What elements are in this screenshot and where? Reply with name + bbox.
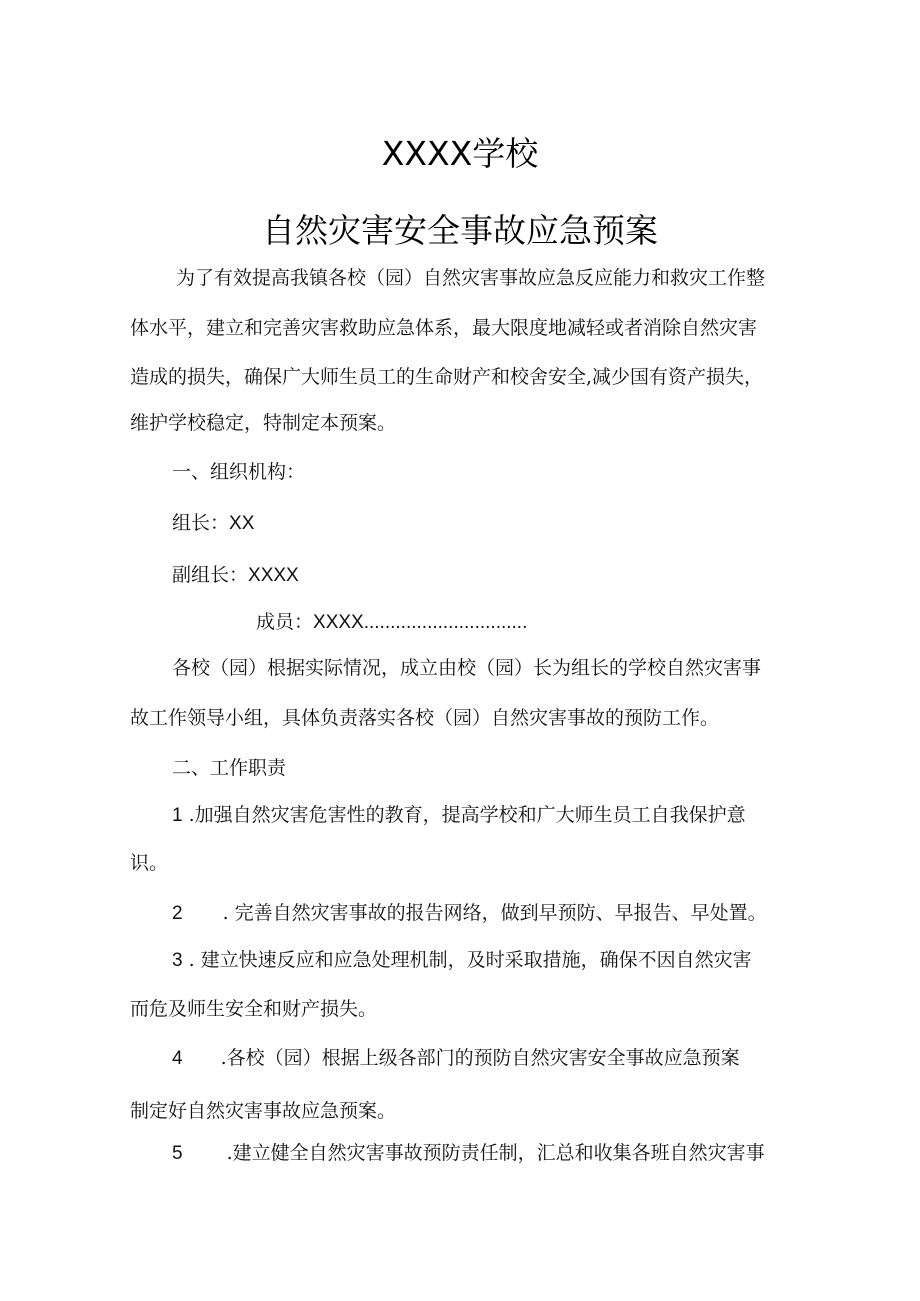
members-value: XXXX xyxy=(313,612,364,633)
duty-number: 5 xyxy=(172,1143,183,1164)
document-title: XXXX学校 xyxy=(381,134,539,173)
section2-heading: 二、工作职责 xyxy=(172,757,287,779)
section1-para-line-1: 各校（园）根据实际情况，成立由校（园）长为组长的学校自然灾害事 xyxy=(172,657,762,679)
duty-item-1-line-2: 识。 xyxy=(130,852,169,874)
duty-number: 3 xyxy=(172,950,183,971)
document-subtitle: 自然灾害安全事故应急预案 xyxy=(262,211,658,250)
duty-item-2 xyxy=(172,900,767,927)
duty-number: 1 xyxy=(172,805,183,826)
duty-text: .加强自然灾害危害性的教育，提高学校和广大师生员工自我保护意 xyxy=(188,804,746,826)
duty-number: 4 xyxy=(172,1048,183,1069)
duty-text: . 建立快速反应和应急处理机制，及时采取措施，确保不因自然灾害 xyxy=(188,949,752,971)
deputy-value: XXXX xyxy=(248,565,299,586)
members-row xyxy=(256,609,527,636)
duty-text: . 完善自然灾害事故的报告网络，做到早预防、早报告、早处置。 xyxy=(222,902,767,924)
deputy-label: 副组长： xyxy=(172,564,249,586)
duty-text: .建立健全自然灾害事故预防责任制，汇总和收集各班自然灾害事 xyxy=(226,1142,765,1164)
duty-text: .各校（园）根据上级各部门的预防自然灾害安全事故应急预案 xyxy=(220,1047,740,1069)
intro-line-4: 维护学校稳定，特制定本预案。 xyxy=(130,412,397,434)
leader-row xyxy=(172,510,254,537)
intro-line-3: 造成的损失，确保广大师生员工的生命财产和校舍安全,减少国有资产损失， xyxy=(130,366,764,388)
duty-item-4 xyxy=(172,1045,740,1072)
duty-item-1 xyxy=(172,802,746,829)
members-label: 成员： xyxy=(256,611,314,633)
deputy-row xyxy=(172,562,299,589)
section1-heading: 一、组织机构： xyxy=(172,461,306,483)
duty-item-4-line-2: 制定好自然灾害事故应急预案。 xyxy=(130,1100,397,1122)
duty-item-3 xyxy=(172,947,752,974)
members-dots: ............................... xyxy=(363,612,528,633)
intro-line-2: 体水平，建立和完善灾害救助应急体系，最大限度地减轻或者消除自然灾害 xyxy=(130,317,758,339)
intro-line-1: 为了有效提高我镇各校（园）自然灾害事故应急反应能力和救灾工作整 xyxy=(176,267,766,289)
duty-number: 2 xyxy=(172,903,183,924)
duty-item-5 xyxy=(172,1140,765,1167)
duty-item-3-line-2: 而危及师生安全和财产损失。 xyxy=(130,998,378,1020)
leader-label: 组长： xyxy=(172,512,230,534)
section1-para-line-2: 故工作领导小组，具体负责落实各校（园）自然灾害事故的预防工作。 xyxy=(130,707,720,729)
leader-value: XX xyxy=(229,513,255,534)
